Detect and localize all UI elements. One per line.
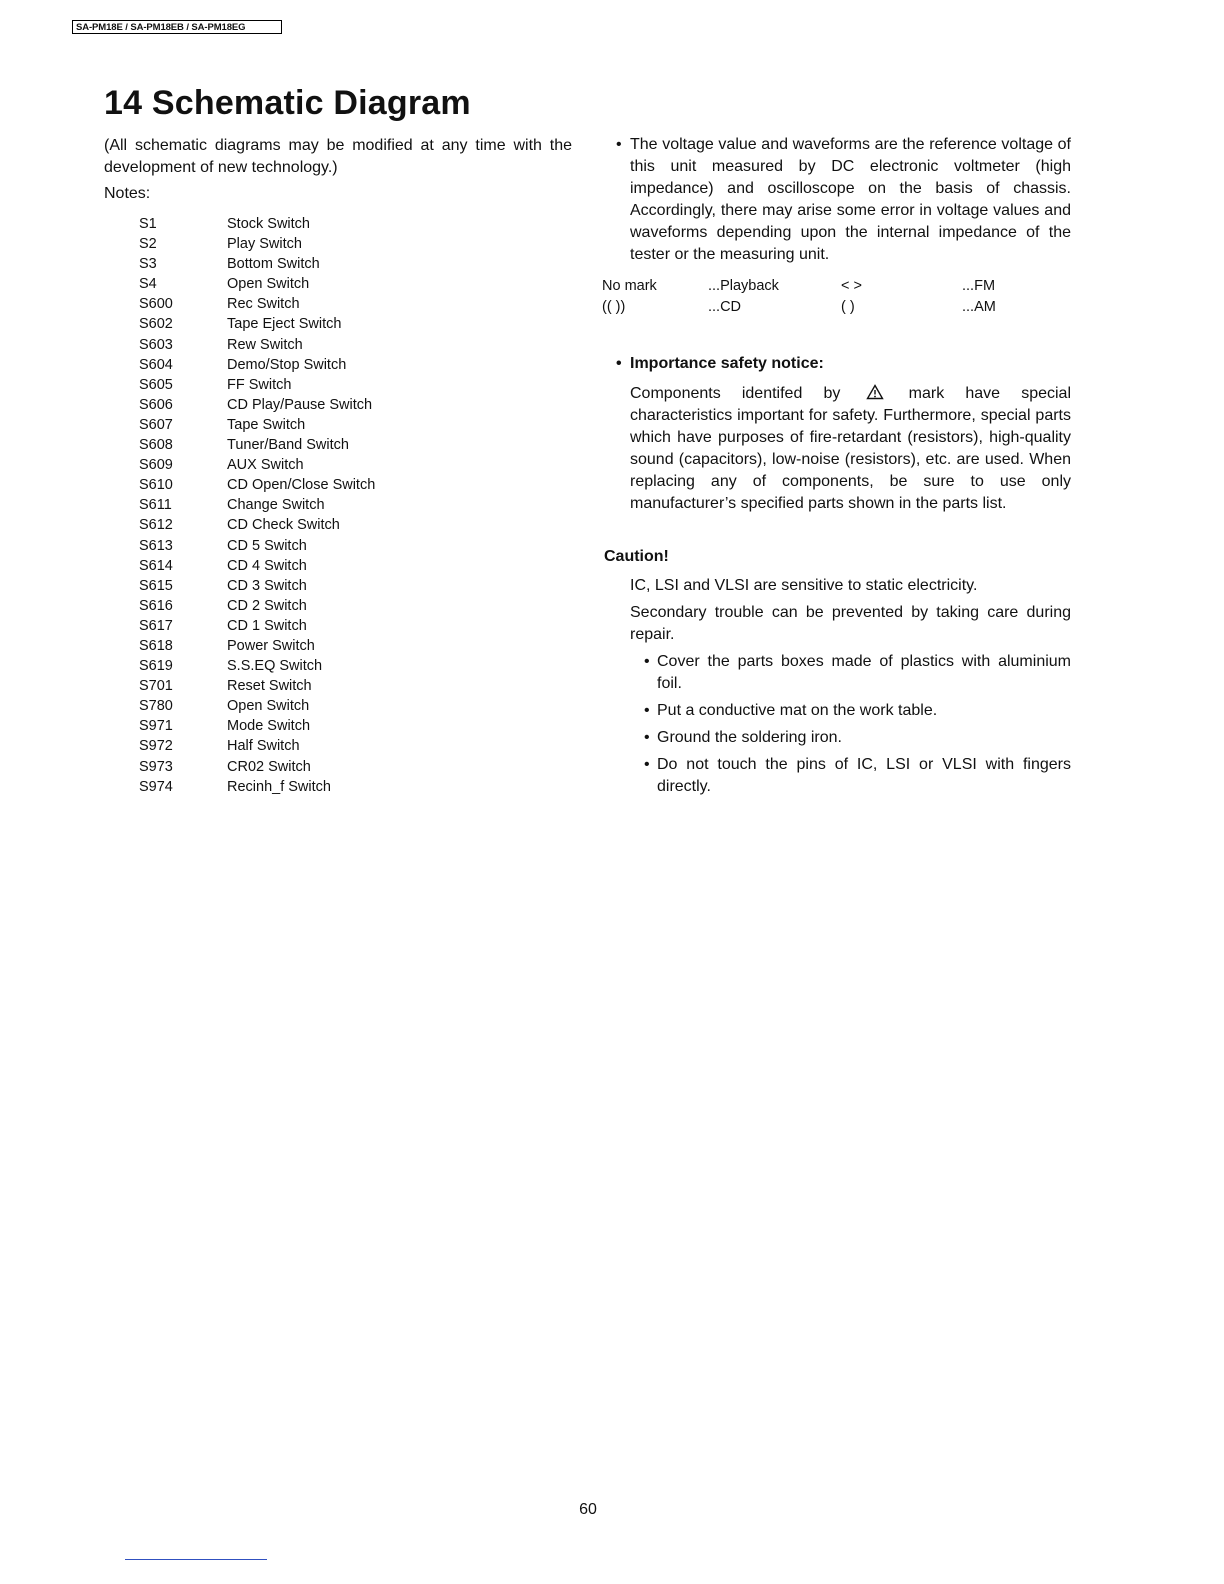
switch-code: S615 [139, 577, 173, 594]
switch-list [139, 214, 375, 797]
list-item [139, 314, 375, 334]
switch-name: Play Switch [227, 236, 302, 253]
list-item [139, 656, 375, 676]
switch-code: S607 [139, 416, 173, 433]
bullet-icon: • [616, 136, 622, 153]
switch-code: S780 [139, 698, 173, 715]
meaning-cell: ...Playback [708, 278, 779, 294]
voltage-note [616, 134, 1071, 266]
switch-code: S606 [139, 396, 173, 413]
meaning-cell: ...CD [708, 299, 742, 315]
list-item [139, 455, 375, 475]
switch-name: Stock Switch [227, 216, 310, 232]
switch-code: S4 [139, 276, 157, 293]
bullet-icon: • [644, 702, 650, 719]
caution-title: Caution! [604, 548, 669, 565]
switch-code: S609 [139, 457, 173, 474]
list-item [139, 415, 375, 435]
switch-code: S613 [139, 537, 173, 554]
list-item [139, 294, 375, 314]
switch-code: S619 [139, 658, 173, 675]
bullet-icon: • [644, 653, 650, 670]
switch-code: S618 [139, 637, 173, 654]
list-item [139, 375, 375, 395]
page-title: 14 Schematic Diagram [104, 84, 471, 122]
bullet-icon: • [644, 729, 650, 746]
switch-code: S3 [139, 256, 157, 273]
mark-cell: No mark [602, 278, 657, 294]
switch-name: Tape Eject Switch [227, 316, 342, 333]
mark-cell: ( ) [841, 299, 855, 315]
switch-name: CD Check Switch [227, 517, 340, 534]
list-item [139, 536, 375, 556]
switch-code: S612 [139, 517, 173, 534]
switch-code: S611 [139, 497, 172, 514]
switch-code: S973 [139, 758, 173, 775]
list-item [139, 475, 375, 495]
list-item [139, 274, 375, 294]
list-item [644, 700, 1071, 722]
meaning-cell: ...AM [962, 299, 996, 315]
safety-text [630, 383, 1071, 515]
safety-text-before: Components identifed by [630, 385, 841, 402]
switch-name: Tuner/Band Switch [227, 437, 349, 454]
switch-name: AUX Switch [227, 457, 304, 474]
switch-code: S608 [139, 437, 173, 454]
model-header: SA-PM18E / SA-PM18EB / SA-PM18EG [72, 20, 282, 34]
switch-name: Bottom Switch [227, 256, 320, 273]
list-item [139, 696, 375, 716]
switch-name: CD 2 Switch [227, 597, 307, 614]
safety-title-text: Importance safety notice: [630, 355, 824, 372]
list-item-text: Do not touch the pins of IC, LSI or VLSI with fingers directly. [657, 756, 1071, 795]
list-item [139, 214, 375, 234]
list-item [139, 515, 375, 535]
switch-name: Mode Switch [227, 718, 311, 735]
table-row [602, 276, 1022, 297]
list-item [139, 676, 375, 696]
switch-name: Reset Switch [227, 678, 312, 695]
switch-code: S701 [139, 678, 173, 695]
caution-list [644, 651, 1071, 803]
list-item [644, 727, 1071, 749]
switch-name: Power Switch [227, 637, 315, 654]
list-item [139, 395, 375, 415]
list-item [139, 556, 375, 576]
switch-code: S602 [139, 316, 173, 333]
switch-name: Open Switch [227, 276, 310, 293]
page-number: 60 [579, 1501, 597, 1518]
bullet-icon: • [644, 756, 650, 773]
switch-code: S616 [139, 597, 173, 614]
list-item [139, 777, 375, 797]
switch-name: Demo/Stop Switch [227, 356, 347, 373]
switch-name: CD 5 Switch [227, 537, 307, 554]
switch-code: S972 [139, 738, 173, 755]
safety-text-after: mark have special characteristics important for safety. Furthermore, special parts which have purposes of fire-retardant (resistors), high-quality sound (capacitors), low-noise (resistors), etc. are used. When replacing any of components, be sure to use only manufacturer’s specified parts shown in the parts list. [630, 385, 1071, 512]
list-item [139, 757, 375, 777]
switch-name: CR02 Switch [227, 758, 311, 775]
voltage-note-text: The voltage value and waveforms are the reference voltage of this unit measured by DC electronic voltmeter (high impedance) and oscilloscope on the basis of chassis. Accordingly, there may arise some error in voltage values and waveforms depending upon the internal impedance of the tester or the measuring unit. [630, 136, 1071, 263]
list-item [139, 495, 375, 515]
switch-name: Open Switch [227, 698, 310, 715]
switch-code: S617 [139, 617, 173, 634]
bullet-icon: • [616, 355, 622, 372]
switch-name: CD Open/Close Switch [227, 477, 376, 494]
list-item [139, 435, 375, 455]
notes-label: Notes: [104, 185, 151, 202]
list-item [139, 636, 375, 656]
mark-cell: < > [841, 278, 862, 294]
list-item-text: Put a conductive mat on the work table. [657, 702, 938, 719]
list-item [139, 716, 375, 736]
caution-paragraph: Secondary trouble can be prevented by taking care during repair. [630, 604, 1071, 643]
list-item-text: Ground the soldering iron. [657, 729, 842, 746]
switch-code: S974 [139, 778, 173, 795]
list-item [139, 616, 375, 636]
footer-divider [125, 1559, 267, 1560]
caution-paragraph: IC, LSI and VLSI are sensitive to static electricity. [630, 577, 978, 594]
switch-code: S2 [139, 236, 157, 253]
list-item [644, 754, 1071, 798]
switch-name: Recinh_f Switch [227, 778, 331, 795]
table-row [602, 297, 1022, 318]
list-item [139, 736, 375, 756]
meaning-cell: ...FM [962, 278, 996, 294]
switch-name: Rew Switch [227, 336, 303, 353]
switch-name: CD 4 Switch [227, 557, 307, 574]
switch-code: S610 [139, 477, 173, 494]
switch-name: Change Switch [227, 497, 325, 514]
safety-title [616, 355, 824, 373]
switch-name: S.S.EQ Switch [227, 658, 323, 675]
list-item [644, 651, 1071, 695]
switch-code: S600 [139, 296, 173, 313]
list-item [139, 576, 375, 596]
list-item [139, 234, 375, 254]
marks-table [602, 276, 1022, 318]
list-item-text: Cover the parts boxes made of plastics with aluminium foil. [657, 653, 1071, 692]
switch-code: S605 [139, 376, 173, 393]
list-item [139, 254, 375, 274]
list-item [139, 596, 375, 616]
switch-code: S1 [139, 216, 157, 232]
mark-cell: (( )) [602, 299, 626, 315]
switch-code: S614 [139, 557, 173, 574]
switch-code: S971 [139, 718, 173, 735]
switch-name: FF Switch [227, 376, 292, 393]
list-item [139, 355, 375, 375]
warning-triangle-icon [866, 384, 884, 400]
switch-name: Tape Switch [227, 416, 306, 433]
switch-name: Rec Switch [227, 296, 300, 313]
switch-code: S604 [139, 356, 173, 373]
switch-name: CD 1 Switch [227, 617, 307, 634]
intro-text: (All schematic diagrams may be modified at any time with the development of new technology.) [104, 137, 572, 176]
switch-name: CD Play/Pause Switch [227, 396, 373, 413]
switch-name: CD 3 Switch [227, 577, 307, 594]
switch-name: Half Switch [227, 738, 300, 755]
list-item [139, 335, 375, 355]
switch-code: S603 [139, 336, 173, 353]
